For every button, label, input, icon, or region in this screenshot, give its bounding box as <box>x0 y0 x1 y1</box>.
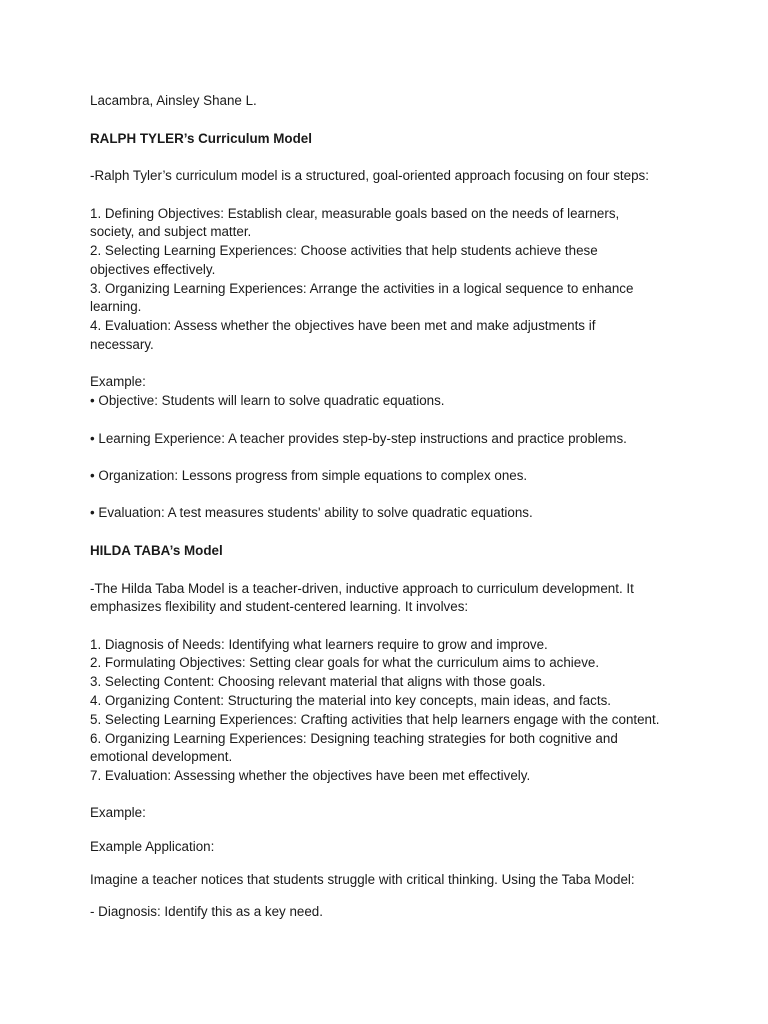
author-name: Lacambra, Ainsley Shane L. <box>90 93 257 108</box>
tyler-example-label: Example: <box>90 374 146 389</box>
tyler-step-4-line-2: necessary. <box>90 337 154 352</box>
taba-step-7: 7. Evaluation: Assessing whether the objectives have been met effectively. <box>90 768 531 783</box>
taba-step-6-line-2: emotional development. <box>90 749 233 764</box>
taba-step-6-line-1: 6. Organizing Learning Experiences: Designing teaching strategies for both cognitive and <box>90 731 618 746</box>
taba-step-1: 1. Diagnosis of Needs: Identifying what learners require to grow and improve. <box>90 637 548 652</box>
tyler-step-1-line-1: 1. Defining Objectives: Establish clear, measurable goals based on the needs of learners, <box>90 206 620 221</box>
tyler-intro: -Ralph Tyler’s curriculum model is a structured, goal-oriented approach focusing on four steps: <box>90 168 649 183</box>
tyler-example-objective: • Objective: Students will learn to solve quadratic equations. <box>90 393 445 408</box>
tyler-example-learning-experience: • Learning Experience: A teacher provides step-by-step instructions and practice problems. <box>90 431 627 446</box>
taba-example-label: Example: <box>90 805 146 820</box>
taba-step-4: 4. Organizing Content: Structuring the material into key concepts, main ideas, and facts. <box>90 693 612 708</box>
taba-step-2: 2. Formulating Objectives: Setting clear goals for what the curriculum aims to achieve. <box>90 655 600 670</box>
taba-step-3: 3. Selecting Content: Choosing relevant material that aligns with those goals. <box>90 674 546 689</box>
tyler-step-2-line-1: 2. Selecting Learning Experiences: Choose activities that help students achieve these <box>90 243 598 258</box>
tyler-example-organization: • Organization: Lessons progress from simple equations to complex ones. <box>90 468 528 483</box>
taba-heading: HILDA TABA’s Model <box>90 543 223 558</box>
tyler-heading: RALPH TYLER’s Curriculum Model <box>90 131 312 146</box>
tyler-step-1-line-2: society, and subject matter. <box>90 224 252 239</box>
taba-diagnosis: - Diagnosis: Identify this as a key need. <box>90 904 323 919</box>
tyler-step-2-line-2: objectives effectively. <box>90 262 216 277</box>
tyler-step-3-line-1: 3. Organizing Learning Experiences: Arrange the activities in a logical sequence to enhance <box>90 281 634 296</box>
taba-intro-line-1: -The Hilda Taba Model is a teacher-driven, inductive approach to curriculum development. It <box>90 581 634 596</box>
taba-scenario: Imagine a teacher notices that students struggle with critical thinking. Using the Taba Model: <box>90 872 635 887</box>
taba-example-application-label: Example Application: <box>90 839 215 854</box>
taba-intro-line-2: emphasizes flexibility and student-centered learning. It involves: <box>90 599 469 614</box>
tyler-step-4-line-1: 4. Evaluation: Assess whether the objectives have been met and make adjustments if <box>90 318 596 333</box>
taba-step-5: 5. Selecting Learning Experiences: Crafting activities that help learners engage with the content. <box>90 712 660 727</box>
tyler-example-evaluation: • Evaluation: A test measures students' ability to solve quadratic equations. <box>90 505 533 520</box>
tyler-step-3-line-2: learning. <box>90 299 142 314</box>
